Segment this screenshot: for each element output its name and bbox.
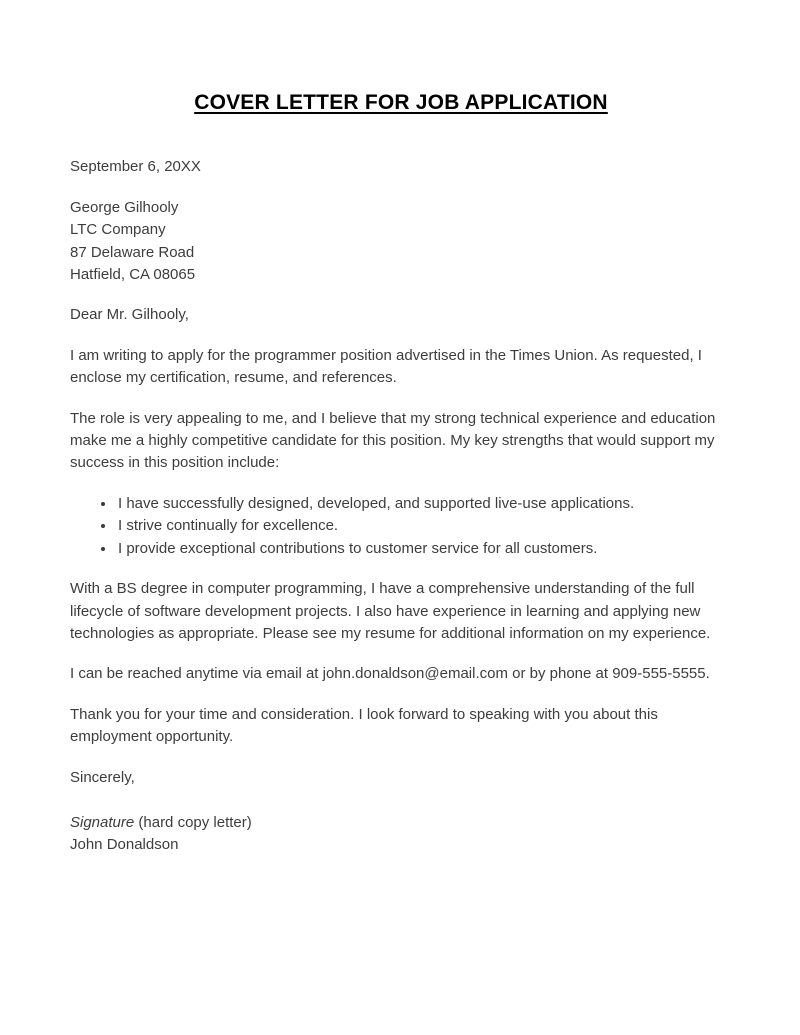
recipient-company: LTC Company — [70, 221, 166, 239]
signer-name: John Donaldson — [70, 836, 179, 854]
paragraph-intro: I am writing to apply for the programmer position advertised in the Times Union. As requested, I enclose my certification, resume, and references. — [70, 346, 702, 387]
bullet-item: • I provide exceptional contributions to customer service for all customers. — [116, 538, 732, 560]
signature-placeholder: Signature — [70, 813, 135, 831]
bullet-item: • I strive continually for excellence. — [116, 515, 732, 537]
paragraph-degree: With a BS degree in computer programming, I have a comprehensive understanding of the full lifecycle of software development projects. I also have experience in learning and applying new technologies as appropriate. Please see my resume for additional information on my experience. — [70, 580, 711, 642]
salutation: Dear Mr. Gilhooly, — [70, 306, 189, 324]
signature-note: (hard copy letter) — [134, 813, 252, 831]
recipient-street: 87 Delaware Road — [70, 243, 195, 261]
bullet-list — [70, 493, 732, 560]
recipient-name: George Gilhooly — [70, 198, 179, 216]
recipient-city-state-zip: Hatfield, CA 08065 — [70, 266, 196, 284]
date-line: September 6, 20XX — [70, 158, 201, 176]
letter-content — [70, 92, 732, 857]
closing-salutation: Sincerely, — [70, 768, 135, 786]
paragraph-contact: I can be reached anytime via email at john.donaldson@email.com or by phone at 909-555-5555. — [70, 665, 710, 683]
paragraph-strengths-lead: The role is very appealing to me, and I believe that my strong technical experience and education make me a highly competitive candidate for this position. My key strengths that would support my success in this position include: — [70, 409, 716, 472]
paragraph-thanks: Thank you for your time and consideration. I look forward to speaking with you about this employment opportunity. — [70, 705, 658, 746]
recipient-address-block — [70, 197, 732, 287]
signature-line — [70, 812, 732, 834]
bullet-item: • I have successfully designed, developed, and supported live-use applications. — [116, 493, 732, 515]
page-title: COVER LETTER FOR JOB APPLICATION — [194, 91, 608, 114]
